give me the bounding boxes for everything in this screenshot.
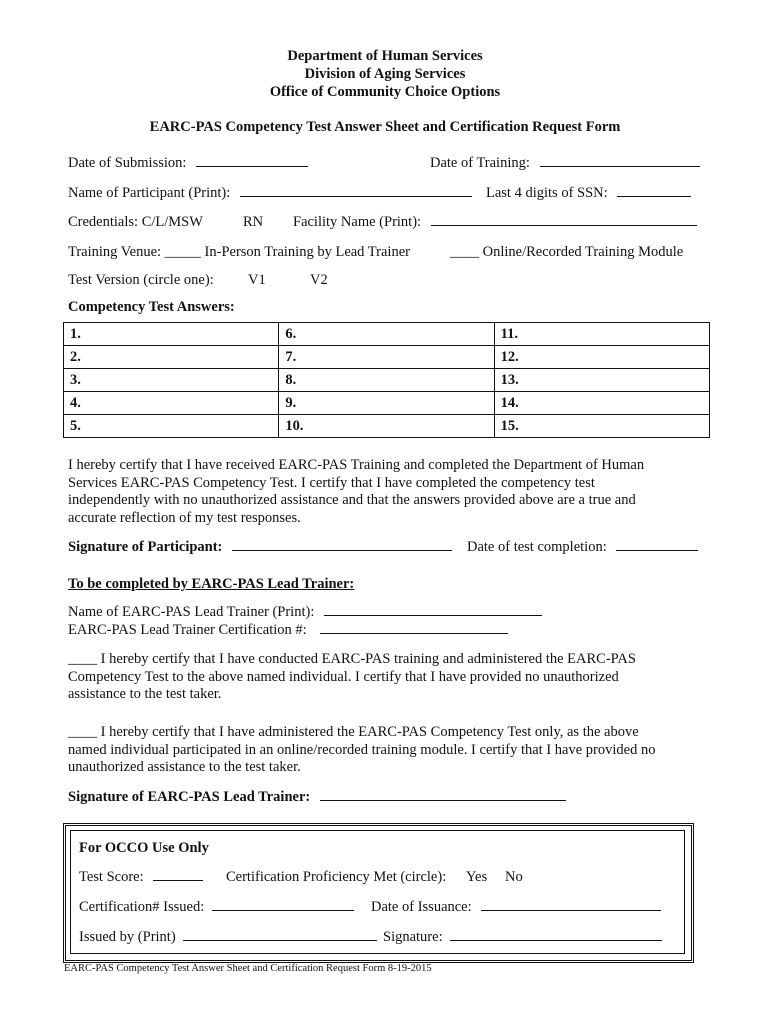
proficiency-yes[interactable]: Yes — [466, 869, 488, 885]
ssn-line[interactable] — [617, 195, 691, 197]
table-row — [64, 415, 710, 438]
completion-date-field[interactable] — [467, 539, 698, 556]
cert-line: accurate reflection of my test responses. — [68, 509, 301, 526]
participant-signature-label: Signature of Participant: — [68, 539, 223, 555]
answer-cell[interactable]: 2. — [64, 346, 279, 369]
facility-field[interactable] — [293, 214, 697, 231]
trainer-cert-field[interactable] — [68, 622, 508, 639]
answer-cell[interactable]: 4. — [64, 392, 279, 415]
answer-cell[interactable]: 7. — [279, 346, 494, 369]
proficiency-no[interactable]: No — [505, 869, 523, 885]
answer-cell[interactable]: 13. — [494, 369, 709, 392]
occo-heading: For OCCO Use Only — [79, 840, 209, 856]
date-issuance-line[interactable] — [481, 909, 661, 911]
division-heading: Division of Aging Services — [304, 66, 466, 82]
answer-cell[interactable]: 3. — [64, 369, 279, 392]
date-training-line[interactable] — [540, 165, 700, 167]
trainer-signature-line[interactable] — [320, 799, 566, 801]
date-submission-line[interactable] — [196, 165, 308, 167]
trainer-name-line[interactable] — [324, 614, 542, 616]
answer-cell[interactable]: 8. — [279, 369, 494, 392]
trainer-name-field[interactable] — [68, 604, 542, 621]
rn-option[interactable]: RN — [243, 214, 264, 230]
date-submission-label: Date of Submission: — [68, 155, 187, 171]
test-score-label: Test Score: — [79, 869, 144, 885]
version-v1[interactable]: V1 — [248, 272, 266, 288]
table-row — [64, 369, 710, 392]
trainer-signature-label: Signature of EARC-PAS Lead Trainer: — [68, 789, 311, 805]
cert-issued-line[interactable] — [212, 909, 354, 911]
test-score-line[interactable] — [153, 879, 203, 881]
option-line: assistance to the test taker. — [68, 686, 222, 702]
occo-signature-line[interactable] — [450, 939, 662, 941]
participant-signature-line[interactable] — [232, 549, 452, 551]
date-training-label: Date of Training: — [430, 155, 530, 171]
answer-cell[interactable]: 15. — [494, 415, 709, 438]
date-training-field[interactable] — [430, 155, 700, 172]
test-score-field[interactable] — [79, 869, 203, 886]
proficiency-label: Certification Proficiency Met (circle): — [226, 869, 447, 885]
date-submission-field[interactable] — [68, 155, 308, 172]
trainer-cert-label: EARC-PAS Lead Trainer Certification #: — [68, 622, 307, 638]
answers-heading: Competency Test Answers: — [68, 299, 235, 315]
cert-line: Services EARC-PAS Competency Test. I certify that I have completed the competency test — [68, 474, 595, 491]
issued-by-field[interactable] — [79, 929, 377, 946]
answer-cell[interactable]: 6. — [279, 323, 494, 346]
date-issuance-label: Date of Issuance: — [371, 899, 472, 915]
trainer-cert-line[interactable] — [320, 632, 508, 634]
trainer-signature-field[interactable] — [68, 789, 566, 806]
answer-cell[interactable]: 5. — [64, 415, 279, 438]
test-version-label: Test Version (circle one): — [68, 272, 214, 288]
trainer-option-online[interactable] — [68, 724, 708, 777]
option-line: named individual participated in an online/recorded training module. I certify that I have provided no — [68, 741, 656, 758]
cert-line: I hereby certify that I have received EARC-PAS Training and completed the Department of Human — [68, 457, 645, 473]
footer-text: EARC-PAS Competency Test Answer Sheet and Certification Request Form 8-19-2015 — [64, 963, 432, 974]
table-row — [64, 346, 710, 369]
trainer-heading: To be completed by EARC-PAS Lead Trainer: — [68, 576, 355, 592]
option-line: ____ I hereby certify that I have conducted EARC-PAS training and administered the EARC-PAS — [68, 651, 636, 667]
participant-name-line[interactable] — [240, 195, 472, 197]
answer-cell[interactable]: 10. — [279, 415, 494, 438]
answers-table — [63, 322, 710, 438]
venue-online[interactable]: ____ Online/Recorded Training Module — [450, 244, 684, 260]
issued-by-label: Issued by (Print) — [79, 929, 176, 945]
completion-date-label: Date of test completion: — [467, 539, 607, 555]
cert-line: independently with no unauthorized assistance and that the answers provided above are a true and — [68, 492, 636, 508]
participant-name-label: Name of Participant (Print): — [68, 185, 231, 201]
occo-signature-field[interactable] — [383, 929, 662, 946]
facility-line[interactable] — [431, 224, 697, 226]
ssn-label: Last 4 digits of SSN: — [486, 185, 608, 201]
participant-certification — [68, 457, 708, 527]
completion-date-line[interactable] — [616, 549, 698, 551]
date-issuance-field[interactable] — [371, 899, 661, 916]
answer-cell[interactable]: 9. — [279, 392, 494, 415]
occo-signature-label: Signature: — [383, 929, 443, 945]
table-row — [64, 392, 710, 415]
answer-cell[interactable]: 1. — [64, 323, 279, 346]
answer-cell[interactable]: 11. — [494, 323, 709, 346]
option-line: ____ I hereby certify that I have administered the EARC-PAS Competency Test only, as the above — [68, 724, 639, 740]
answer-cell[interactable]: 12. — [494, 346, 709, 369]
cert-issued-field[interactable] — [79, 899, 354, 916]
answer-cell[interactable]: 14. — [494, 392, 709, 415]
form-title: EARC-PAS Competency Test Answer Sheet and Certification Request Form — [149, 119, 621, 135]
cert-issued-label: Certification# Issued: — [79, 899, 205, 915]
option-line: unauthorized assistance to the test taker. — [68, 759, 301, 775]
ssn-field[interactable] — [486, 185, 691, 202]
participant-signature-field[interactable] — [68, 539, 452, 556]
trainer-option-inperson[interactable] — [68, 651, 708, 704]
table-row — [64, 323, 710, 346]
version-v2[interactable]: V2 — [310, 272, 328, 288]
office-heading: Office of Community Choice Options — [269, 84, 501, 100]
trainer-name-label: Name of EARC-PAS Lead Trainer (Print): — [68, 604, 315, 620]
option-line: Competency Test to the above named individual. I certify that I have provided no unauthorized — [68, 668, 619, 685]
facility-label: Facility Name (Print): — [293, 214, 422, 230]
issued-by-line[interactable] — [183, 939, 377, 941]
dept-heading: Department of Human Services — [287, 48, 483, 64]
venue-inperson[interactable]: Training Venue: _____ In-Person Training by Lead Trainer — [68, 244, 410, 260]
participant-name-field[interactable] — [68, 185, 472, 202]
credentials-label: Credentials: C/L/MSW — [68, 214, 203, 230]
